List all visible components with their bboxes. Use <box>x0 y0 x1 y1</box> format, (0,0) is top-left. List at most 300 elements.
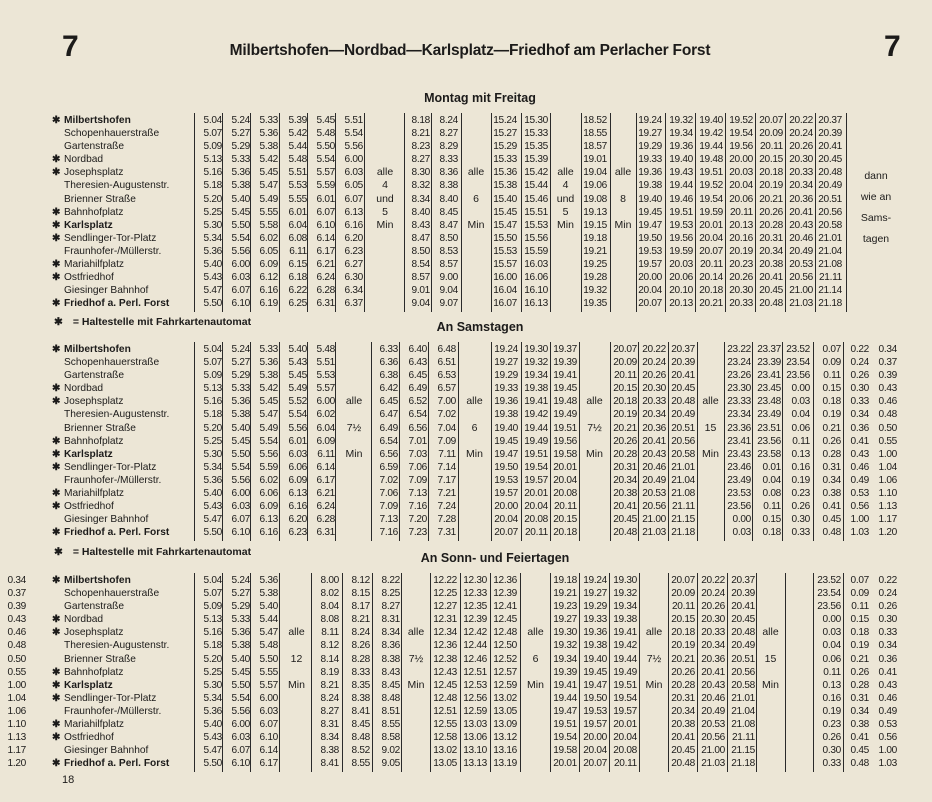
time-column <box>491 114 517 310</box>
departure-time: 19.23 <box>553 601 577 613</box>
frequency-note <box>610 166 636 231</box>
departure-time: 20.53 <box>642 488 666 500</box>
departure-time: 19.44 <box>553 692 577 704</box>
departure-time: 12.48 <box>493 627 517 639</box>
departure-time: 5.47 <box>203 514 222 526</box>
departure-time: 19.51 <box>553 719 577 731</box>
departure-time: 21.15 <box>671 514 695 526</box>
departure-time: 19.40 <box>583 653 607 665</box>
departure-time: 8.50 <box>411 245 430 257</box>
departure-time: 0.48 <box>822 527 841 539</box>
departure-time: 5.36 <box>203 705 222 717</box>
departure-time: 12.51 <box>463 666 487 678</box>
departure-time: 20.30 <box>642 383 666 395</box>
departure-time: 6.00 <box>259 692 278 704</box>
departure-time: 19.21 <box>583 245 607 257</box>
automat-marker: ✱ <box>52 435 61 447</box>
stop-name: Ostfriedhof <box>64 732 114 744</box>
time-column <box>640 343 666 539</box>
departure-time: 23.56 <box>727 501 751 513</box>
departure-time: 21.00 <box>701 745 725 757</box>
time-column <box>252 343 278 539</box>
departure-time: 5.29 <box>231 141 250 153</box>
departure-time: 19.57 <box>583 719 607 731</box>
stop-row <box>52 206 192 219</box>
departure-time: 12.59 <box>463 705 487 717</box>
departure-time: 5.40 <box>231 193 250 205</box>
departure-time: 5.51 <box>344 115 363 126</box>
departure-time: 5.54 <box>231 232 250 244</box>
departure-time: 23.52 <box>817 575 841 586</box>
departure-time: 5.04 <box>203 344 222 355</box>
departure-time: 7.28 <box>437 514 456 526</box>
departure-time: 5.47 <box>259 409 278 421</box>
departure-time: 19.29 <box>494 370 518 382</box>
departure-time: 0.13 <box>791 448 810 460</box>
departure-time: 5.33 <box>231 614 250 626</box>
departure-time: 0.13 <box>822 679 841 691</box>
departure-time: 21.04 <box>671 474 695 486</box>
frequency-note-line: 7½ <box>346 421 362 434</box>
departure-time: 20.58 <box>731 679 755 691</box>
departure-time: 21.03 <box>789 298 813 310</box>
side-note-line: tagen <box>862 233 890 245</box>
column-rule <box>638 342 639 541</box>
departure-time: 20.11 <box>613 758 637 770</box>
departure-time: 19.52 <box>699 180 723 192</box>
departure-time: 20.38 <box>759 259 783 271</box>
stop-row <box>52 500 192 513</box>
frequency-note-line <box>610 179 636 192</box>
departure-time: 0.00 <box>791 383 810 395</box>
departure-time: 8.25 <box>381 588 400 600</box>
departure-time: 19.54 <box>553 732 577 744</box>
departure-time: 21.04 <box>818 245 842 257</box>
departure-time: 6.59 <box>379 461 398 473</box>
departure-time: 19.53 <box>583 705 607 717</box>
departure-time: 0.21 <box>850 653 869 665</box>
time-column <box>871 574 897 770</box>
departure-time: 0.30 <box>850 383 869 395</box>
departure-time: 8.38 <box>381 653 400 665</box>
departure-time: 19.04 <box>583 167 607 179</box>
departure-time: 5.50 <box>203 298 222 310</box>
departure-time: 19.37 <box>553 344 577 355</box>
departure-time: 1.00 <box>850 514 869 526</box>
departure-time: 5.09 <box>203 601 222 613</box>
departure-time: 20.26 <box>671 666 695 678</box>
departure-time: 5.38 <box>231 409 250 421</box>
departure-time: 6.02 <box>259 474 278 486</box>
stop-row <box>52 613 192 626</box>
stop-name: Bahnhofplatz <box>64 666 124 678</box>
departure-time: 20.23 <box>729 259 753 271</box>
departure-time: 19.27 <box>494 357 518 369</box>
frequency-note-line: Min <box>467 218 485 231</box>
departure-time: 12.53 <box>463 679 487 691</box>
departure-time: 20.11 <box>671 601 695 613</box>
departure-time: 20.08 <box>613 745 637 757</box>
departure-time: 15.53 <box>493 245 517 257</box>
departure-time: 6.15 <box>288 259 307 271</box>
departure-time: 6.03 <box>231 732 250 744</box>
column-rule <box>665 113 666 312</box>
departure-time: 21.08 <box>671 488 695 500</box>
departure-time: 7.03 <box>408 448 427 460</box>
departure-time: 6.28 <box>316 514 335 526</box>
frequency-note-line: Min <box>407 678 425 691</box>
frequency-note-line: und <box>556 192 575 205</box>
frequency-note-line <box>521 639 550 652</box>
departure-time: 19.58 <box>553 745 577 757</box>
departure-time: 5.38 <box>259 588 278 600</box>
departure-time: 20.04 <box>699 232 723 244</box>
departure-time: 8.40 <box>439 193 458 205</box>
departure-time: 7.06 <box>379 488 398 500</box>
departure-time: 20.56 <box>701 732 725 744</box>
departure-time: 0.34 <box>850 705 869 717</box>
departure-time: 6.09 <box>259 259 278 271</box>
departure-time: 20.01 <box>553 461 577 473</box>
frequency-note-line <box>579 435 610 448</box>
departure-time: 6.04 <box>316 422 335 434</box>
frequency-note-line: Min <box>466 447 483 460</box>
departure-time: 6.09 <box>316 435 335 447</box>
departure-time: 19.18 <box>583 232 607 244</box>
departure-time: 6.45 <box>379 396 398 408</box>
stop-row <box>52 744 192 757</box>
departure-time: 23.45 <box>757 383 781 395</box>
departure-time: 8.54 <box>411 259 430 271</box>
frequency-note-line: 6 <box>473 192 479 205</box>
departure-time: 23.56 <box>817 601 841 613</box>
frequency-note-line: 6 <box>532 652 539 665</box>
departure-time: 19.34 <box>524 370 548 382</box>
departure-time: 13.02 <box>433 745 457 757</box>
time-column <box>784 343 810 539</box>
automat-marker: ✱ <box>52 488 61 500</box>
automat-marker: ✱ <box>52 614 61 626</box>
departure-time: 21.00 <box>789 285 813 297</box>
departure-time: 19.50 <box>638 232 662 244</box>
departure-time: 19.57 <box>494 488 518 500</box>
departure-time: 5.24 <box>231 344 250 355</box>
departure-time: 6.06 <box>259 488 278 500</box>
departure-time: 8.29 <box>439 141 458 153</box>
time-column <box>491 574 517 770</box>
frequency-note-line <box>610 206 636 219</box>
departure-time: 15.53 <box>524 219 548 231</box>
departure-time: 19.32 <box>583 285 607 297</box>
departure-time: 20.46 <box>789 232 813 244</box>
departure-time: 23.24 <box>727 357 751 369</box>
departure-time: 5.16 <box>203 167 222 179</box>
departure-time: 20.56 <box>818 206 842 218</box>
departure-time: 5.48 <box>316 128 335 140</box>
departure-time: 0.55 <box>7 666 26 678</box>
frequency-note-line <box>458 408 491 421</box>
departure-time: 20.26 <box>701 601 725 613</box>
departure-time: 0.46 <box>7 627 26 639</box>
departure-time: 5.56 <box>288 422 307 434</box>
automat-marker: ✱ <box>52 679 61 691</box>
departure-time: 20.30 <box>729 285 753 297</box>
frequency-note-line: alle <box>557 166 574 179</box>
departure-time: 0.41 <box>850 435 869 447</box>
frequency-note-line: alle <box>702 395 719 408</box>
departure-time: 0.48 <box>878 409 897 421</box>
departure-time: 5.40 <box>203 719 222 731</box>
departure-time: 19.27 <box>638 128 662 140</box>
departure-time: 20.49 <box>642 474 666 486</box>
automat-marker: ✱ <box>52 344 61 355</box>
departure-time: 8.45 <box>351 719 370 731</box>
departure-time: 20.36 <box>701 653 725 665</box>
departure-time: 20.33 <box>701 627 725 639</box>
departure-time: 20.11 <box>699 259 723 271</box>
departure-time: 23.56 <box>786 370 810 382</box>
departure-time: 8.32 <box>411 180 430 192</box>
departure-time: 20.34 <box>671 705 695 717</box>
departure-time: 8.57 <box>439 259 458 271</box>
departure-time: 15.57 <box>493 259 517 271</box>
departure-time: 20.21 <box>613 422 637 434</box>
frequency-note-line: 5 <box>382 205 388 218</box>
departure-time: 5.40 <box>231 653 250 665</box>
departure-time: 21.03 <box>642 527 666 539</box>
time-column <box>757 114 783 310</box>
departure-time: 20.07 <box>638 298 662 310</box>
departure-time: 13.02 <box>493 692 517 704</box>
departure-time: 6.00 <box>231 719 250 731</box>
departure-time: 12.31 <box>433 614 457 626</box>
departure-time: 6.05 <box>259 245 278 257</box>
departure-time: 6.21 <box>316 259 335 271</box>
departure-time: 19.41 <box>553 679 577 691</box>
departure-time: 12.43 <box>433 666 457 678</box>
departure-time: 12.39 <box>493 588 517 600</box>
departure-time: 5.45 <box>231 206 250 218</box>
departure-time: 19.54 <box>699 193 723 205</box>
stop-row <box>52 297 192 310</box>
departure-time: 6.23 <box>288 527 307 539</box>
departure-time: 15.35 <box>524 141 548 153</box>
stop-row <box>52 487 192 500</box>
column-rule <box>813 573 814 772</box>
departure-time: 5.40 <box>203 259 222 271</box>
departure-time: 6.17 <box>259 758 278 770</box>
star-icon: ✱ <box>54 316 63 328</box>
departure-time: 6.10 <box>259 732 278 744</box>
time-column <box>522 343 548 539</box>
frequency-note-line: 7½ <box>587 421 602 434</box>
departure-time: 19.59 <box>669 245 693 257</box>
departure-time: 19.27 <box>553 614 577 626</box>
departure-time: 7.00 <box>437 396 456 408</box>
stop-list-sunday <box>52 574 192 770</box>
departure-time: 9.04 <box>411 298 430 310</box>
departure-time: 0.18 <box>850 627 869 639</box>
departure-time: 12.50 <box>493 640 517 652</box>
departure-time: 8.52 <box>351 745 370 757</box>
stop-name: Theresien-Augustenstr. <box>64 640 170 652</box>
departure-time: 6.06 <box>288 461 307 473</box>
departure-time: 20.33 <box>642 396 666 408</box>
departure-time: 19.18 <box>553 575 577 586</box>
departure-time: 5.29 <box>231 370 250 382</box>
departure-time: 19.49 <box>524 435 548 447</box>
departure-time: 7.20 <box>408 514 427 526</box>
column-rule <box>222 342 223 541</box>
column-rule <box>335 342 336 541</box>
departure-time: 19.53 <box>638 245 662 257</box>
departure-time: 5.07 <box>203 588 222 600</box>
time-column <box>551 574 577 770</box>
departure-time: 8.23 <box>411 141 430 153</box>
departure-time: 12.36 <box>493 575 517 586</box>
departure-time: 0.56 <box>850 501 869 513</box>
departure-time: 0.26 <box>791 501 810 513</box>
departure-time: 19.41 <box>524 396 548 408</box>
departure-time: 20.08 <box>524 514 548 526</box>
departure-time: 5.40 <box>259 601 278 613</box>
departure-time: 8.47 <box>439 219 458 231</box>
departure-time: 20.34 <box>642 409 666 421</box>
departure-time: 20.00 <box>638 272 662 284</box>
departure-time: 20.19 <box>729 245 753 257</box>
departure-time: 19.33 <box>583 614 607 626</box>
departure-time: 0.19 <box>791 474 810 486</box>
departure-time: 5.40 <box>231 422 250 434</box>
departure-time: 5.20 <box>203 193 222 205</box>
stop-row <box>52 731 192 744</box>
departure-time: 13.12 <box>493 732 517 744</box>
departure-time: 19.24 <box>638 115 662 126</box>
departure-time: 21.08 <box>731 719 755 731</box>
time-column <box>551 343 577 539</box>
departure-time: 19.30 <box>524 344 548 355</box>
frequency-note-line: alle <box>407 626 425 639</box>
departure-time: 20.15 <box>759 154 783 166</box>
side-note-line: dann <box>864 170 888 182</box>
departure-time: 5.54 <box>259 435 278 447</box>
departure-time: 8.21 <box>351 614 370 626</box>
departure-time: 0.30 <box>878 614 897 626</box>
departure-time: 7.24 <box>437 501 456 513</box>
departure-time: 5.59 <box>316 180 335 192</box>
time-column <box>611 574 637 770</box>
departure-time: 0.24 <box>850 357 869 369</box>
departure-time: 1.04 <box>878 461 897 473</box>
automat-marker: ✱ <box>52 666 61 678</box>
departure-time: 20.43 <box>642 448 666 460</box>
departure-time: 20.41 <box>701 666 725 678</box>
departure-time: 8.00 <box>320 575 339 586</box>
departure-time: 8.18 <box>411 115 430 126</box>
departure-time: 13.10 <box>463 745 487 757</box>
departure-time: 19.56 <box>729 141 753 153</box>
departure-time: 8.04 <box>320 601 339 613</box>
section-title-weekdays: Montag mit Freitag <box>424 91 536 105</box>
frequency-note-line <box>461 179 491 192</box>
departure-time: 6.03 <box>288 448 307 460</box>
departure-time: 0.37 <box>878 357 897 369</box>
departure-time: 18.55 <box>583 128 607 140</box>
stop-list-saturday <box>52 343 192 539</box>
departure-time: 7.13 <box>379 514 398 526</box>
automat-marker: ✱ <box>52 232 61 244</box>
time-column <box>196 574 222 770</box>
automat-marker: ✱ <box>52 448 61 460</box>
departure-time: 0.28 <box>850 679 869 691</box>
departure-time: 19.01 <box>583 154 607 166</box>
frequency-note <box>402 626 430 691</box>
departure-time: 6.52 <box>408 396 427 408</box>
departure-time: 20.41 <box>818 141 842 153</box>
stop-name: Mariahilfplatz <box>64 259 125 271</box>
departure-time: 19.42 <box>524 409 548 421</box>
frequency-note-line: 5 <box>562 205 569 218</box>
departure-time: 0.33 <box>822 758 841 770</box>
departure-time: 6.12 <box>259 272 278 284</box>
departure-time: 0.21 <box>822 422 841 434</box>
legend-automat-1 <box>54 316 251 328</box>
departure-time: 5.36 <box>259 575 278 586</box>
time-column <box>492 343 518 539</box>
stop-name: Josephsplatz <box>64 396 124 408</box>
departure-time: 0.36 <box>850 422 869 434</box>
departure-time: 20.41 <box>731 601 755 613</box>
departure-time: 6.19 <box>259 298 278 310</box>
frequency-note-line: alle <box>527 626 544 639</box>
column-rule <box>785 573 786 772</box>
departure-time: 7.02 <box>379 474 398 486</box>
departure-time: 20.26 <box>613 435 637 447</box>
departure-time: 5.43 <box>288 357 307 369</box>
departure-time: 0.15 <box>850 614 869 626</box>
side-note-line: wie an <box>860 191 892 203</box>
departure-time: 20.51 <box>731 653 755 665</box>
departure-time: 0.48 <box>7 640 26 652</box>
departure-time: 20.01 <box>699 219 723 231</box>
time-column <box>432 114 458 310</box>
departure-time: 21.18 <box>671 527 695 539</box>
stop-row <box>52 526 192 539</box>
departure-time: 5.49 <box>288 383 307 395</box>
departure-time: 21.11 <box>818 272 842 284</box>
departure-time: 5.39 <box>288 115 307 126</box>
departure-time: 19.54 <box>524 461 548 473</box>
time-column <box>611 343 637 539</box>
departure-time: 8.38 <box>320 745 339 757</box>
departure-time: 5.18 <box>203 640 222 652</box>
departure-time: 12.34 <box>433 627 457 639</box>
departure-time: 19.28 <box>583 272 607 284</box>
departure-time: 5.43 <box>203 272 222 284</box>
departure-time: 6.10 <box>231 527 250 539</box>
departure-time: 19.49 <box>613 666 637 678</box>
departure-time: 0.45 <box>850 745 869 757</box>
departure-time: 5.13 <box>203 383 222 395</box>
departure-time: 7.02 <box>437 409 456 421</box>
departure-time: 15.29 <box>493 141 517 153</box>
frequency-note-line: Min <box>345 447 363 460</box>
departure-time: 6.48 <box>437 344 456 355</box>
departure-time: 5.53 <box>316 370 335 382</box>
stop-name: Karlsplatz <box>64 219 113 231</box>
departure-time: 20.18 <box>553 527 577 539</box>
stop-name: Brienner Straße <box>64 653 136 665</box>
